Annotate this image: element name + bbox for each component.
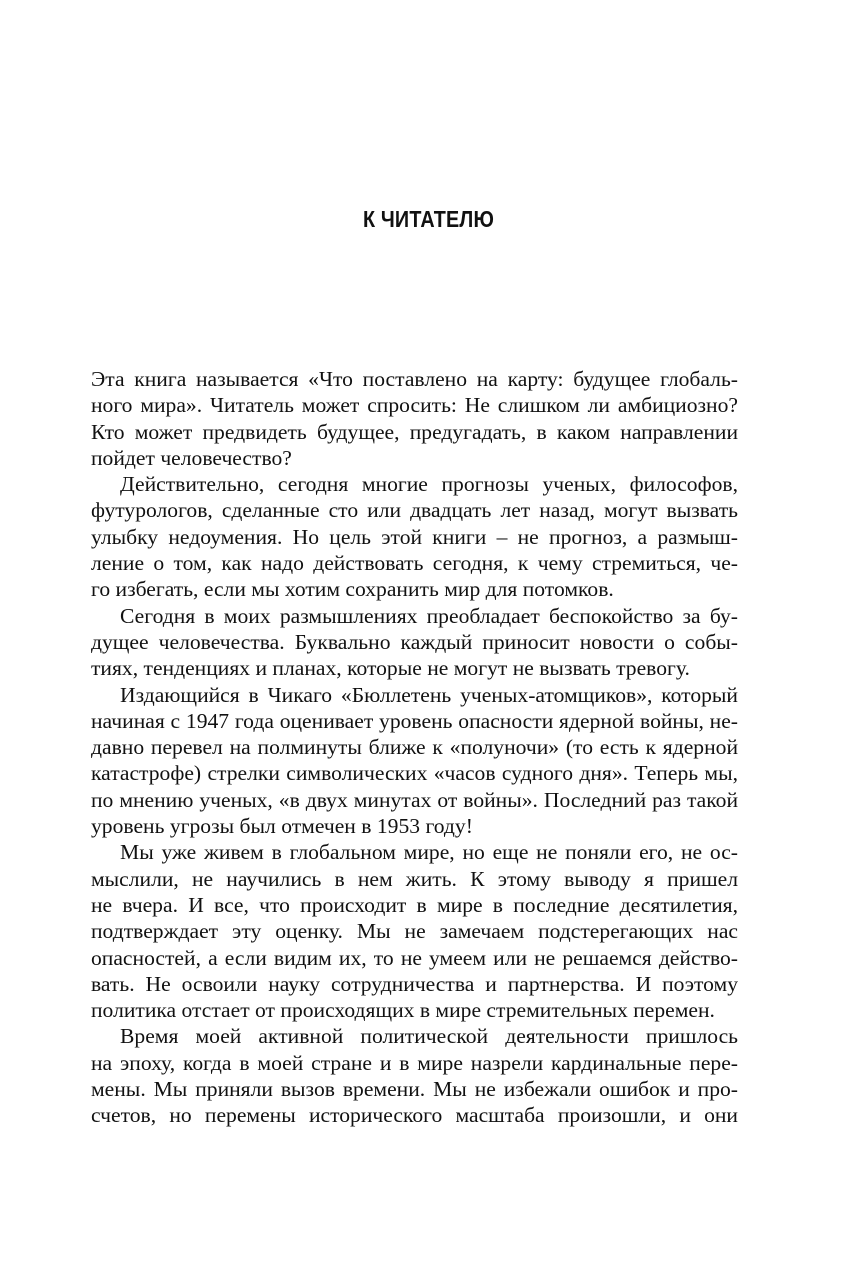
text-line: давно перевел на полминуты ближе к «полуночи» (то есть к ядерной xyxy=(91,735,738,760)
text-line: уровень угрозы был отмечен в 1953 году! xyxy=(91,814,473,839)
text-line: футурологов, сделанные сто или двадцать лет назад, могут вызвать xyxy=(91,498,738,523)
text-line: улыбку недоумения. Но цель этой книги – не прогноз, а размыш- xyxy=(91,524,738,549)
text-line: начиная с 1947 года оценивает уровень опасности ядерной войны, не- xyxy=(91,708,738,733)
text-line: ного мира». Читатель может спросить: Не слишком ли амбициозно? xyxy=(91,393,738,418)
text-line: политика отстает от происходящих в мире стремительных перемен. xyxy=(91,998,715,1023)
text-line: опасностей, а если видим их, то не умеем или не решаемся действо- xyxy=(91,945,738,970)
text-line: мены. Мы приняли вызов времени. Мы не избежали ошибок и про- xyxy=(91,1077,738,1102)
text-line: го избегать, если мы хотим сохранить мир для потомков. xyxy=(91,577,614,602)
body-text xyxy=(91,366,738,1129)
text-line: Действительно, сегодня многие прогнозы ученых, философов, xyxy=(120,472,738,497)
text-line: Издающийся в Чикаго «Бюллетень ученых-атомщиков», который xyxy=(120,682,738,707)
text-line: Сегодня в моих размышлениях преобладает беспокойство за бу- xyxy=(120,603,738,628)
text-line: вать. Не освоили науку сотрудничества и партнерства. И поэтому xyxy=(91,971,738,996)
text-line: не вчера. И все, что происходит в мире в последние десятилетия, xyxy=(91,892,738,917)
text-line: подтверждает эту оценку. Мы не замечаем подстерегающих нас xyxy=(91,919,738,944)
text-line: катастрофе) стрелки символических «часов судного дня». Теперь мы, xyxy=(91,761,738,786)
text-line: по мнению ученых, «в двух минутах от войны». Последний раз такой xyxy=(91,787,738,812)
text-line: мыслили, не научились в нем жить. К этому выводу я пришел xyxy=(91,866,738,891)
text-line: Время моей активной политической деятельности пришлось xyxy=(120,1024,738,1049)
text-line: дущее человечества. Буквально каждый приносит новости о собы- xyxy=(91,629,738,654)
text-line: счетов, но перемены исторического масштаба произошли, и они xyxy=(91,1103,738,1128)
text-line: пойдет человечество? xyxy=(91,445,292,470)
page-title: К ЧИТАТЕЛЮ xyxy=(362,206,495,232)
text-line: ление о том, как надо действовать сегодня, к чему стремиться, че- xyxy=(91,551,738,576)
text-line: Кто может предвидеть будущее, предугадать, в каком направлении xyxy=(91,419,738,444)
text-line: на эпоху, когда в моей стране и в мире назрели кардинальные пере- xyxy=(91,1050,738,1075)
text-line: тиях, тенденциях и планах, которые не могут не вызвать тревогу. xyxy=(91,656,690,681)
text-line: Мы уже живем в глобальном мире, но еще не поняли его, не ос- xyxy=(120,840,738,865)
text-line: Эта книга называется «Что поставлено на карту: будущее глобаль- xyxy=(91,367,738,391)
